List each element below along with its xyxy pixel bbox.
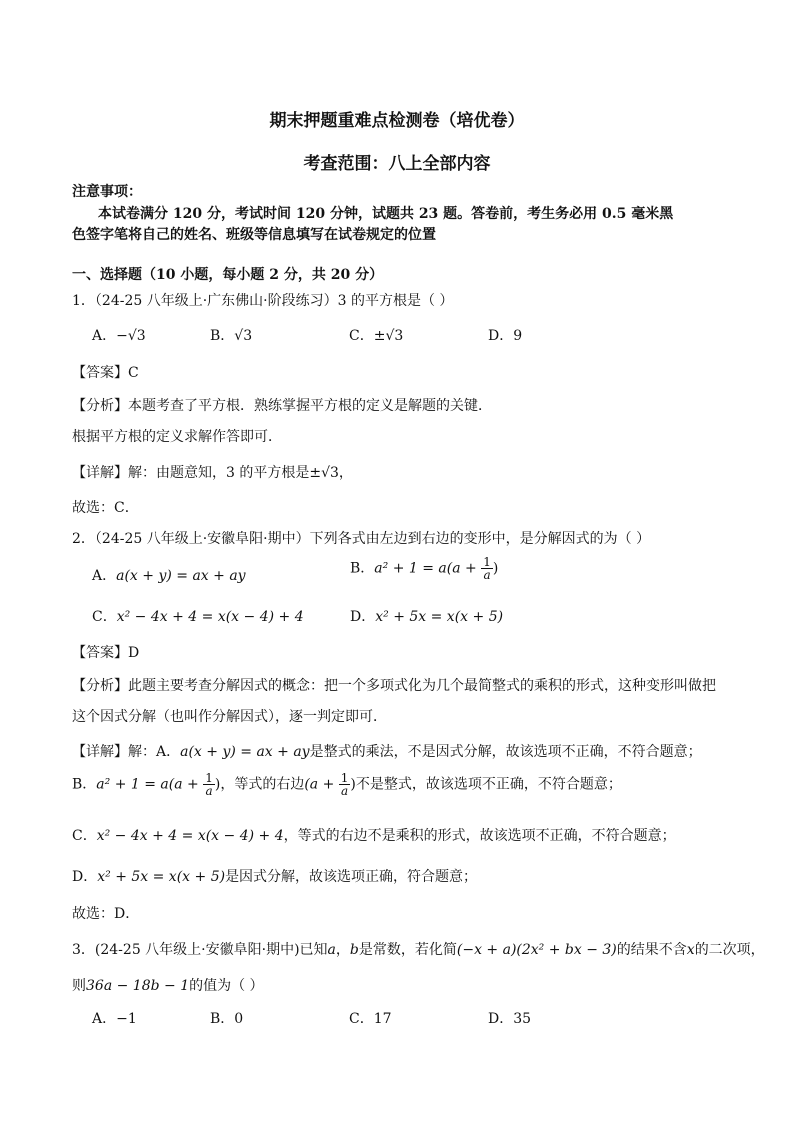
q2-analysis-1: 【分析】此题主要考查分解因式的概念：把一个多项式化为几个最简整式的乘积的形式，这种变形叫做把	[72, 678, 716, 694]
q1-option-a: A．−√3	[92, 328, 146, 344]
q2-option-b-fraction: $\frac{1}{a}$	[483, 555, 491, 582]
q2-analysis-2: 这个因式分解（也叫作分解因式），逐一判定即可．	[72, 709, 387, 725]
q1-analysis-1: 【分析】本题考查了平方根．熟练掌握平方根的定义是解题的关键．	[72, 398, 492, 414]
q3-option-d: D．35	[488, 1011, 532, 1027]
q2-detail-b-fraction-2: $\frac{1}{a}$	[340, 771, 349, 798]
notice-heading: 注意事项：	[72, 184, 142, 200]
q1-analysis-2: 根据平方根的定义求解作答即可．	[72, 429, 282, 445]
q1-option-d: D．9	[488, 328, 523, 344]
q2-option-b: B．a² + 1 = a(a + $\frac{1}{a}$ )	[350, 555, 499, 582]
q3-option-b: B．0	[210, 1011, 244, 1027]
q1-option-c: C．±√3	[349, 328, 404, 344]
page-title: 期末押题重难点检测卷（培优卷）	[269, 111, 525, 131]
q2-detail-d: D．x² + 5x = x(x + 5)是因式分解，故该选项正确，符合题意；	[72, 869, 478, 885]
q1-option-b: B．√3	[210, 328, 253, 344]
q3-option-c: C．17	[349, 1011, 392, 1027]
q2-option-a: A．a(x + y) = ax + ay	[92, 568, 246, 584]
q2-detail-c: C．x² − 4x + 4 = x(x − 4) + 4，等式的右边不是乘积的形式，故该选项不正确，不符合题意；	[72, 828, 676, 844]
q2-detail-a: 【详解】解：A．a(x + y) = ax + ay是整式的乘法，不是因式分解，故该选项不正确，不符合题意；	[72, 744, 702, 760]
q3-stem-line-1: 3．(24-25 八年级上·安徽阜阳·期中)已知a，b是常数，若化简(−x + a)(2x² + bx − 3)的结果不含x的二次项，	[72, 942, 765, 958]
q1-stem: 1．（24-25 八年级上·广东佛山·阶段练习）3 的平方根是（ ）	[72, 293, 454, 309]
notice-line-2: 色签字笔将自己的姓名、班级等信息填写在试卷规定的位置	[72, 227, 436, 243]
section-heading: 一、选择题（10 小题，每小题 2 分，共 20 分）	[72, 267, 384, 283]
q3-stem-line-2: 则36a − 18b − 1的值为（ ）	[72, 978, 264, 994]
q2-detail-b: B．a² + 1 = a(a + $\frac{1}{a}$ )，等式的右边(a + $\frac{1}{a}$ )不是整式，故该选项不正确，不符合题意；	[72, 771, 622, 798]
q2-stem: 2．（24-25 八年级上·安徽阜阳·期中）下列各式由左边到右边的变形中，是分解因式的为（ ）	[72, 531, 651, 547]
q2-option-c: C．x² − 4x + 4 = x(x − 4) + 4	[92, 609, 304, 625]
q1-answer: 【答案】C	[72, 365, 139, 381]
page-subtitle: 考查范围：八上全部内容	[303, 154, 491, 174]
q1-choose: 故选：C．	[72, 500, 139, 516]
q1-detail: 【详解】解：由题意知，3 的平方根是±√3，	[72, 465, 353, 481]
q2-detail-b-fraction-1: $\frac{1}{a}$	[205, 771, 213, 798]
notice-line-1: 本试卷满分 120 分，考试时间 120 分钟，试题共 23 题。答卷前，考生务必用 0.5 毫米黑	[98, 206, 674, 222]
q2-choose: 故选：D．	[72, 906, 140, 922]
q2-answer: 【答案】D	[72, 645, 140, 661]
q2-option-d: D．x² + 5x = x(x + 5)	[350, 609, 504, 625]
q3-option-a: A．−1	[92, 1011, 137, 1027]
